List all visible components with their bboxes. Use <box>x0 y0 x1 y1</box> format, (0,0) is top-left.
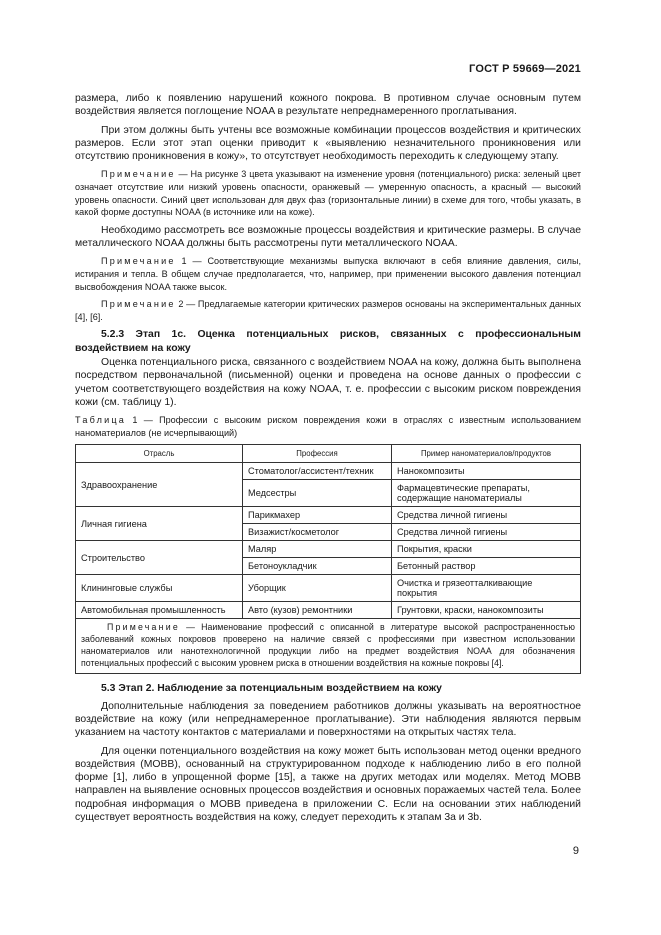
sector-cell: Личная гигиена <box>76 507 243 541</box>
note-1-text: — На рисунке 3 цвета указывают на изменение уровня (потенциального) риска: зеленый цвет означает отсутствие или низкий уровень опасности, оранжевый — умеренную опасность, а красный — высокий уровень опасности. Синий цвет использован для двух фаз (горизонтальные линии) в схеме для того, чтобы указать, в какой форме доступны NOAA (в источнике или на коже). <box>75 169 581 218</box>
example-cell: Грунтовки, краски, нанокомпозиты <box>392 602 581 619</box>
page-number: 9 <box>572 845 579 857</box>
profession-cell: Визажист/косметолог <box>243 524 392 541</box>
table-note-label: Примечание <box>107 622 180 633</box>
table-row <box>76 507 581 524</box>
sector-cell: Здравоохранение <box>76 463 243 507</box>
table-caption-text: 1 — Профессии с высоким риском повреждения кожи в отраслях с известным использованием наноматериалов (не исчерпывающий) <box>75 415 582 438</box>
page-content <box>75 92 581 829</box>
profession-cell: Стоматолог/ассистент/техник <box>243 463 392 480</box>
paragraph-6: Для оценки потенциального воздействия на кожу может быть использован метод оценки вредного воздействия (МОВВ), основанный на структурированном подходе к наблюдению либо в его полной форме [1], либо в упрощенной форме [15], а также на других методах или моделях. Метод МОВВ направлен на выявление основных процессов воздействия и основных поражаемых частей тела. Более подробная информация о МОВВ приведена в приложении С. Если на основании этих наблюдений существует вероятность воздействия на кожу, следует переходить к этапам 3а и 3b. <box>75 745 581 824</box>
note-3 <box>75 298 581 323</box>
table-note-row <box>76 619 581 674</box>
column-header-example: Пример наноматериалов/продуктов <box>392 445 581 463</box>
note-3-label: Примечание <box>101 299 176 310</box>
paragraph-2: При этом должны быть учтены все возможные комбинации процессов воздействия и критических размеров. Если этот этап оценки приводит к «выявлению незначительного проникновения или отсутствию проникновения в кожу», то отсутствует необходимость переходить к следующему этапу. <box>75 124 581 163</box>
paragraph-5: Дополнительные наблюдения за поведением работников должны указывать на вероятностное воздействие на кожу (или непреднамеренное проглатывание). Эти наблюдения являются первым указанием на частоту контактов с материалами и поверхностями на открытых частях тела. <box>75 700 581 739</box>
section-heading-5-3: 5.3 Этап 2. Наблюдение за потенциальным воздействием на кожу <box>101 683 442 695</box>
section-heading-5-2-3: 5.2.3 Этап 1с. Оценка потенциальных рисков, связанных с профессиональным воздействием на кожу <box>75 329 581 354</box>
column-header-sector: Отрасль <box>76 445 243 463</box>
example-cell: Средства личной гигиены <box>392 507 581 524</box>
sector-cell: Строительство <box>76 541 243 575</box>
note-2-label: Примечание <box>101 256 176 267</box>
table-note-text: — Наименование профессий с описанной в литературе высокой распространенностью заболеваний кожных покровов проверено на наличие связей с профессиями при известном использовании наноматериалов или нанотехнологичной продукции либо на предмет воздействия NOAA для обозначения потенциальных профессий с высоким уровнем риска в отношении воздействия на кожные покровы [4]. <box>81 622 575 668</box>
profession-cell: Бетоноукладчик <box>243 558 392 575</box>
column-header-profession: Профессия <box>243 445 392 463</box>
paragraph-1: размера, либо к появлению нарушений кожного покрова. В противном случае основным путем воздействия является поглощение NOAA в результате непреднамеренного проглатывания. <box>75 93 581 118</box>
note-1 <box>75 168 581 218</box>
table-row <box>76 463 581 480</box>
sector-cell: Автомобильная промышленность <box>76 602 243 619</box>
example-cell: Фармацевтические препараты, содержащие наноматериалы <box>392 480 581 507</box>
example-cell: Очистка и грязеотталкивающие покрытия <box>392 575 581 602</box>
profession-cell: Авто (кузов) ремонтники <box>243 602 392 619</box>
professions-table <box>75 444 581 674</box>
note-1-label: Примечание <box>101 169 176 180</box>
paragraph-3: Необходимо рассмотреть все возможные процессы воздействия и критические размеры. В случае металлического NOAA должны быть рассмотрены пути металлического NOAA. <box>75 224 581 250</box>
note-2 <box>75 255 581 293</box>
example-cell: Средства личной гигиены <box>392 524 581 541</box>
table-caption-label: Таблица <box>75 415 127 426</box>
table-row <box>76 541 581 558</box>
table-header-row <box>76 445 581 463</box>
table-note <box>76 619 581 674</box>
profession-cell: Парикмахер <box>243 507 392 524</box>
profession-cell: Медсестры <box>243 480 392 507</box>
example-cell: Нанокомпозиты <box>392 463 581 480</box>
example-cell: Покрытия, краски <box>392 541 581 558</box>
note-3-text: 2 — Предлагаемые категории критических размеров основаны на экспериментальных данных [4], [6]. <box>75 299 582 322</box>
example-cell: Бетонный раствор <box>392 558 581 575</box>
table-caption <box>75 414 581 439</box>
profession-cell: Маляр <box>243 541 392 558</box>
table-row <box>76 575 581 602</box>
paragraph-4: Оценка потенциального риска, связанного с воздействием NOAA на кожу, должна быть выполнена посредством первоначальной (письменной) оценки и проведена на основе данных о профессии с учетом соответствующего воздействия на кожу NOAA, т. е. профессии с высоким риском повреждения кожи (см. таблицу 1). <box>75 357 581 408</box>
standard-header: ГОСТ Р 59669—2021 <box>469 63 581 75</box>
note-2-text: 1 — Соответствующие механизмы выпуска включают в себя влияние давления, силы, истирания и тепла. В общем случае предполагается, что, например, при применении высокого давления потенциал высвобождения NOAA также высок. <box>75 256 582 292</box>
sector-cell: Клининговые службы <box>76 575 243 602</box>
profession-cell: Уборщик <box>243 575 392 602</box>
table-row <box>76 602 581 619</box>
